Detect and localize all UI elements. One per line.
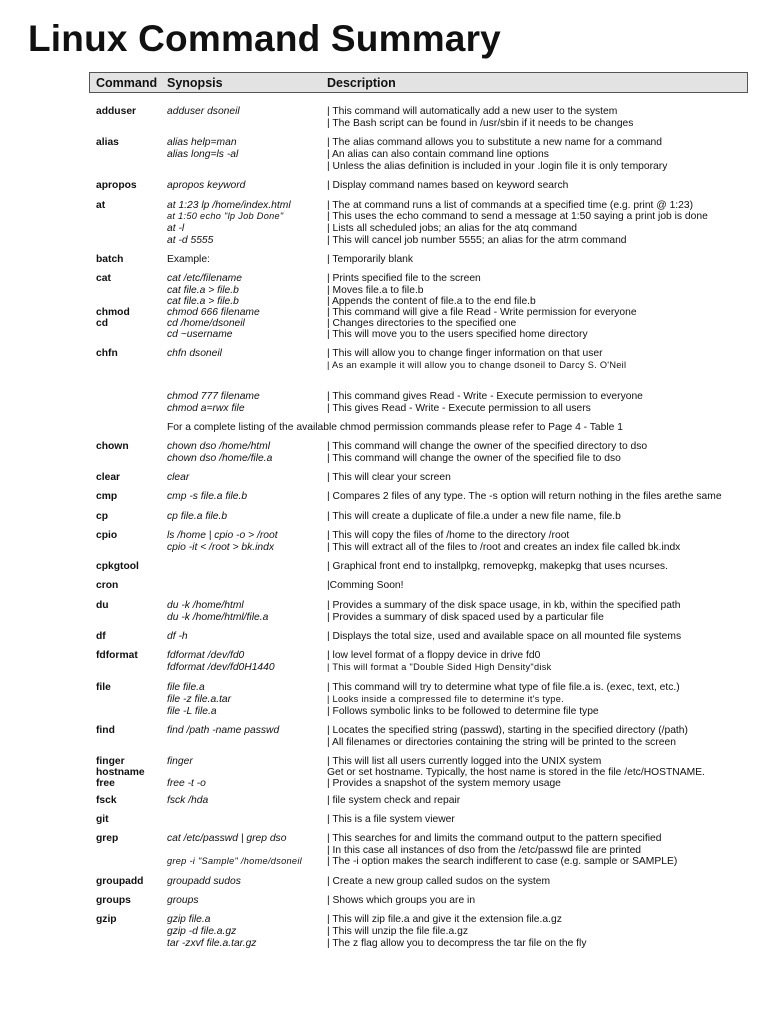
command-name: cp xyxy=(96,511,109,522)
command-name: cpkgtool xyxy=(96,561,139,572)
command-description: | This searches for and limits the command output to the pattern specified xyxy=(327,833,662,844)
command-synopsis: cp file.a file.b xyxy=(167,511,228,522)
command-name: cat xyxy=(96,273,111,284)
command-description: | This command will try to determine what type of file file.a is. (exec, text, etc.) xyxy=(327,682,680,693)
command-synopsis: at -d 5555 xyxy=(167,235,214,246)
command-name: cd xyxy=(96,318,109,329)
command-description: | This will create a duplicate of file.a under a new file name, file.b xyxy=(327,511,621,522)
command-synopsis: groupadd sudos xyxy=(167,876,241,887)
command-synopsis: gzip file.a xyxy=(167,914,211,925)
command-synopsis: For a complete listing of the available chmod permission commands please refer to Page 4 - Table 1 xyxy=(167,422,623,433)
command-description: | This uses the echo command to send a message at 1:50 saying a print job is done xyxy=(327,211,708,222)
command-description: | Follows symbolic links to be followed to determine file type xyxy=(327,706,599,717)
command-name: finger xyxy=(96,756,125,767)
header-description: Description xyxy=(327,76,396,90)
command-synopsis: df -h xyxy=(167,631,188,642)
command-description: | Provides a summary of disk spaced used by a particular file xyxy=(327,612,604,623)
command-synopsis: cmp -s file.a file.b xyxy=(167,491,248,502)
command-description: | Unless the alias definition is included in your .login file it is only temporary xyxy=(327,161,668,172)
command-description: | The Bash script can be found in /usr/sbin if it needs to be changes xyxy=(327,118,634,129)
command-name: fdformat xyxy=(96,650,138,661)
command-name: groupadd xyxy=(96,876,144,887)
command-synopsis: Example: xyxy=(167,254,210,265)
command-synopsis: chfn dsoneil xyxy=(167,348,222,359)
command-synopsis: tar -zxvf file.a.tar.gz xyxy=(167,938,257,949)
page-title: Linux Command Summary xyxy=(28,18,501,59)
command-name: df xyxy=(96,631,106,642)
command-description: | low level format of a floppy device in drive fd0 xyxy=(327,650,541,661)
command-synopsis: cpio -it < /root > bk.indx xyxy=(167,542,275,553)
command-description: | Locates the specified string (passwd), starting in the specified directory (/path) xyxy=(327,725,688,736)
command-name: adduser xyxy=(96,106,137,117)
command-name: cmp xyxy=(96,491,118,502)
command-name: hostname xyxy=(96,767,145,778)
command-synopsis: free -t -o xyxy=(167,778,206,789)
command-description: | Appends the content of file.a to the end file.b xyxy=(327,296,536,307)
command-description: | Looks inside a compressed file to determine it's type. xyxy=(327,694,564,704)
command-synopsis: find /path -name passwd xyxy=(167,725,280,736)
command-description: | The z flag allow you to decompress the tar file on the fly xyxy=(327,938,587,949)
command-name: file xyxy=(96,682,111,693)
command-name: cron xyxy=(96,580,119,591)
command-synopsis: gzip -d file.a.gz xyxy=(167,926,237,937)
command-synopsis: chown dso /home/file.a xyxy=(167,453,273,464)
command-synopsis: at 1:50 echo "lp Job Done" xyxy=(167,211,284,221)
command-description: | This will cancel job number 5555; an alias for the atrm command xyxy=(327,235,627,246)
command-synopsis: du -k /home/html/file.a xyxy=(167,612,269,623)
command-description: | This will unzip the file file.a.gz xyxy=(327,926,468,937)
command-synopsis: du -k /home/html xyxy=(167,600,244,611)
command-synopsis: cat file.a > file.b xyxy=(167,285,239,296)
command-name: fsck xyxy=(96,795,117,806)
command-description: | file system check and repair xyxy=(327,795,461,806)
command-description: | This will move you to the users specified home directory xyxy=(327,329,588,340)
command-description: | Create a new group called sudos on the system xyxy=(327,876,551,887)
command-name: git xyxy=(96,814,109,825)
command-description: | An alias can also contain command line options xyxy=(327,149,549,160)
command-description: | This command gives Read - Write - Execute permission to everyone xyxy=(327,391,643,402)
command-description: | This will zip file.a and give it the extension file.a.gz xyxy=(327,914,562,925)
command-description: | Changes directories to the specified one xyxy=(327,318,517,329)
command-synopsis: adduser dsoneil xyxy=(167,106,240,117)
command-name: cpio xyxy=(96,530,118,541)
command-synopsis: apropos keyword xyxy=(167,180,246,191)
command-name: clear xyxy=(96,472,121,483)
command-name: at xyxy=(96,200,106,211)
command-synopsis: cat /etc/filename xyxy=(167,273,242,284)
command-description: | This will list all users currently logged into the UNIX system xyxy=(327,756,602,767)
command-description: | This will allow you to change finger information on that user xyxy=(327,348,603,359)
command-synopsis: chown dso /home/html xyxy=(167,441,271,452)
command-description: | As an example it will allow you to change dsoneil to Darcy S. O'Neil xyxy=(327,360,627,370)
command-description: | Graphical front end to installpkg, removepkg, makepkg that uses ncurses. xyxy=(327,561,668,572)
command-description: | All filenames or directories containing the string will be printed to the screen xyxy=(327,737,676,748)
command-description: Get or set hostname. Typically, the host name is stored in the file /etc/HOSTNAME. xyxy=(327,767,705,778)
command-synopsis: cat /etc/passwd | grep dso xyxy=(167,833,287,844)
command-synopsis: cat file.a > file.b xyxy=(167,296,239,307)
command-description: | This is a file system viewer xyxy=(327,814,455,825)
command-synopsis: finger xyxy=(167,756,193,767)
command-description: | Display command names based on keyword search xyxy=(327,180,569,191)
command-name: apropos xyxy=(96,180,137,191)
command-description: | Lists all scheduled jobs; an alias for the atq command xyxy=(327,223,577,234)
command-description: | Displays the total size, used and available space on all mounted file systems xyxy=(327,631,682,642)
command-description: | This command will automatically add a new user to the system xyxy=(327,106,618,117)
command-name: free xyxy=(96,778,115,789)
command-synopsis: ls /home | cpio -o > /root xyxy=(167,530,278,541)
command-description: | This will extract all of the files to /root and creates an index file called bk.indx xyxy=(327,542,681,553)
command-description: | Moves file.a to file.b xyxy=(327,285,424,296)
command-synopsis: at -l xyxy=(167,223,185,234)
command-description: | Shows which groups you are in xyxy=(327,895,476,906)
command-synopsis: cd ~username xyxy=(167,329,233,340)
command-synopsis: fdformat /dev/fd0H1440 xyxy=(167,662,275,673)
command-name: batch xyxy=(96,254,124,265)
command-name: du xyxy=(96,600,109,611)
command-synopsis: chmod 777 filename xyxy=(167,391,260,402)
command-name: alias xyxy=(96,137,119,148)
command-name: find xyxy=(96,725,115,736)
command-name: gzip xyxy=(96,914,117,925)
command-synopsis: file -L file.a xyxy=(167,706,217,717)
command-description: | Compares 2 files of any type. The -s option will return nothing in the files arethe same xyxy=(327,491,722,502)
command-description: |Comming Soon! xyxy=(327,580,404,591)
command-description: | The at command runs a list of commands at a specified time (e.g. print @ 1:23) xyxy=(327,200,694,211)
command-synopsis: cd /home/dsoneil xyxy=(167,318,245,329)
command-synopsis: fdformat /dev/fd0 xyxy=(167,650,245,661)
command-name: grep xyxy=(96,833,119,844)
command-name: groups xyxy=(96,895,131,906)
command-synopsis: fsck /hda xyxy=(167,795,209,806)
command-synopsis: grep -i "Sample" /home/dsoneil xyxy=(167,856,303,866)
command-description: | Temporarily blank xyxy=(327,254,414,265)
command-description: | The alias command allows you to substitute a new name for a command xyxy=(327,137,663,148)
command-synopsis: file -z file.a.tar xyxy=(167,694,232,705)
command-synopsis: alias help=man xyxy=(167,137,237,148)
command-synopsis: groups xyxy=(167,895,199,906)
command-description: | This command will change the owner of the specified directory to dso xyxy=(327,441,648,452)
command-name: chmod xyxy=(96,307,130,318)
command-description: | Prints specified file to the screen xyxy=(327,273,481,284)
command-synopsis: chmod 666 filename xyxy=(167,307,260,318)
command-description: | The -i option makes the search indifferent to case (e.g. sample or SAMPLE) xyxy=(327,856,678,867)
command-name: chfn xyxy=(96,348,118,359)
header-synopsis: Synopsis xyxy=(167,76,223,90)
command-description: | This command will change the owner of the specified file to dso xyxy=(327,453,621,464)
header-command: Command xyxy=(96,76,158,90)
command-description: | This command will give a file Read - Write permission for everyone xyxy=(327,307,637,318)
command-synopsis: clear xyxy=(167,472,190,483)
command-synopsis: chmod a=rwx file xyxy=(167,403,245,414)
command-description: | This will clear your screen xyxy=(327,472,451,483)
command-description: | Provides a summary of the disk space usage, in kb, within the specified path xyxy=(327,600,681,611)
command-synopsis: file file.a xyxy=(167,682,205,693)
command-description: | This will format a "Double Sided High Density"disk xyxy=(327,662,552,672)
command-description: | This will copy the files of /home to the directory /root xyxy=(327,530,570,541)
command-synopsis: at 1:23 lp /home/index.html xyxy=(167,200,291,211)
command-name: chown xyxy=(96,441,129,452)
command-description: | In this case all instances of dso from the /etc/passwd file are printed xyxy=(327,845,642,856)
command-synopsis: alias long=ls -al xyxy=(167,149,239,160)
command-description: | This gives Read - Write - Execute permission to all users xyxy=(327,403,591,414)
command-description: | Provides a snapshot of the system memory usage xyxy=(327,778,561,789)
